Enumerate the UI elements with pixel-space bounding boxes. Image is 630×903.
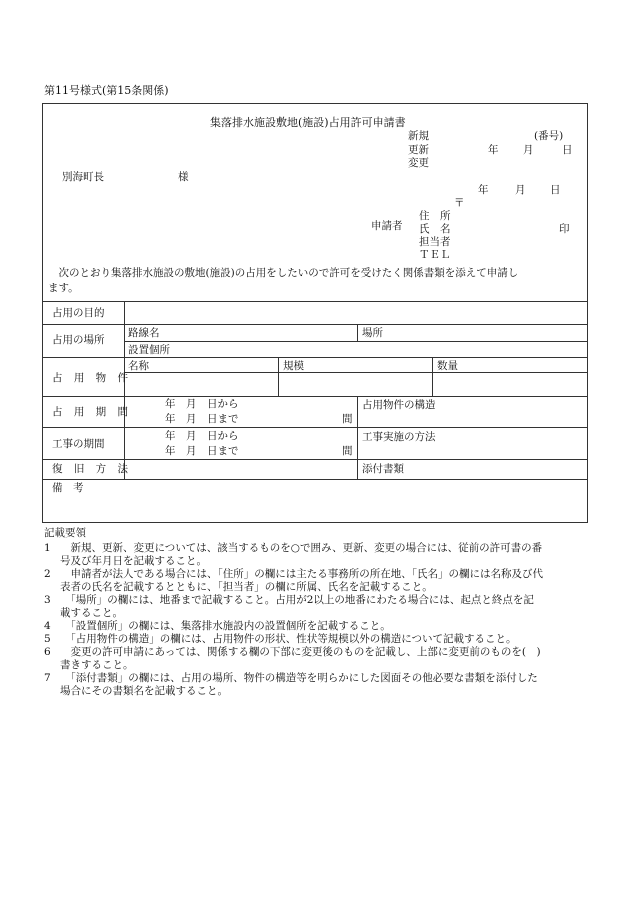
addressee-honorific: 様 xyxy=(178,171,189,183)
top-date-month: 月 xyxy=(523,144,534,156)
note-text: 変更の許可申請にあっては、関係する欄の下部に変更後のものを記載し、上部に変更前のものを( ) xyxy=(60,646,541,658)
note-text: 載すること。 xyxy=(60,607,123,619)
status-change[interactable]: 変更 xyxy=(408,157,429,169)
applicant-date-day: 日 xyxy=(550,184,561,196)
object-quantity-label: 数量 xyxy=(437,360,458,372)
note-text: 新規、更新、変更については、該当するものを○で囲み、更新、変更の場合には、従前の許可書の番 xyxy=(60,542,543,554)
status-new[interactable]: 新規 xyxy=(408,130,429,142)
purpose-label: 占用の目的 xyxy=(52,307,105,319)
work-duration: 間 xyxy=(342,445,353,457)
intro-text-line1: 次のとおり集落排水施設の敷地(施設)の占用をしたいので許可を受けたく関係書類を添えて申請し xyxy=(48,267,519,279)
note-text: 表者の氏名を記載するとともに、「担当者」の欄に所属、氏名を記載すること。 xyxy=(60,581,433,593)
top-date-year: 年 xyxy=(488,144,499,156)
work-from: 年 月 日から xyxy=(165,430,239,442)
column-divider xyxy=(278,357,279,396)
note-number: 1 xyxy=(44,542,51,554)
postal-mark: 〒 xyxy=(454,197,465,209)
object-name-label: 名称 xyxy=(128,360,149,372)
intro-text-line2: ます。 xyxy=(48,282,79,294)
status-renew[interactable]: 更新 xyxy=(408,144,429,156)
note-text: 申請者が法人である場合には、「住所」の欄には主たる事務所の所在地、「氏名」の欄には名称及び代 xyxy=(60,568,543,580)
applicant-date-year: 年 xyxy=(478,184,489,196)
period-label: 占 用 期 間 xyxy=(52,406,133,418)
applicant-seal: 印 xyxy=(559,223,570,235)
status-number: (番号) xyxy=(534,130,564,142)
period-from: 年 月 日から xyxy=(165,398,239,410)
label-column-divider xyxy=(124,301,125,479)
applicant-date-month: 月 xyxy=(515,184,526,196)
object-structure-label: 占用物件の構造 xyxy=(362,399,436,411)
top-date-day: 日 xyxy=(562,144,573,156)
form-number: 第11号様式(第15条関係) xyxy=(44,84,169,97)
note-number: 5 xyxy=(44,633,51,645)
note-number: 7 xyxy=(44,672,51,684)
remarks-field[interactable] xyxy=(44,481,586,521)
applicant-address-label: 住 所 xyxy=(419,210,451,222)
install-site-label: 設置個所 xyxy=(128,344,170,356)
applicant-name-label: 氏 名 xyxy=(419,223,451,235)
remarks-label: 備 考 xyxy=(52,482,84,494)
restore-method-label: 復 旧 方 法 xyxy=(52,463,133,475)
note-text: 場合にその書類名を記載すること。 xyxy=(60,685,228,697)
addressee-name: 別海町長 xyxy=(62,171,104,183)
column-divider xyxy=(357,324,358,341)
note-text: 「添付書類」の欄には、占用の場所、物件の構造等を明らかにした図面その他必要な書類を添付した xyxy=(60,672,538,684)
work-period-label: 工事の期間 xyxy=(52,438,105,450)
location-label: 場所 xyxy=(362,327,383,339)
note-number: 4 xyxy=(44,620,51,632)
note-number: 6 xyxy=(44,646,51,658)
column-divider xyxy=(357,396,358,479)
applicant-label: 申請者 xyxy=(371,220,403,232)
column-divider xyxy=(432,357,433,396)
notes-heading: 記載要領 xyxy=(44,527,86,539)
place-label: 占用の場所 xyxy=(52,334,105,346)
row-divider xyxy=(124,372,588,373)
note-text: 号及び年月日を記載すること。 xyxy=(60,555,207,567)
note-number: 3 xyxy=(44,594,51,606)
period-duration: 間 xyxy=(342,413,353,425)
row-divider xyxy=(124,341,588,342)
row-divider xyxy=(42,479,588,480)
work-to: 年 月 日まで xyxy=(165,445,239,457)
note-number: 2 xyxy=(44,568,51,580)
applicant-contact-label: 担当者 xyxy=(419,236,451,248)
note-text: 「設置個所」の欄には、集落排水施設内の設置個所を記載すること。 xyxy=(60,620,391,632)
purpose-field[interactable] xyxy=(127,303,585,322)
route-name-label: 路線名 xyxy=(128,327,160,339)
period-to: 年 月 日まで xyxy=(165,413,239,425)
note-text: 書きすること。 xyxy=(60,659,134,671)
applicant-tel-label: ＴＥＬ xyxy=(419,249,451,261)
form-title: 集落排水施設敷地(施設)占用許可申請書 xyxy=(210,116,406,129)
work-method-label: 工事実施の方法 xyxy=(362,431,436,443)
object-scale-label: 規模 xyxy=(283,360,304,372)
object-label: 占 用 物 件 xyxy=(52,372,133,384)
note-text: 「占用物件の構造」の欄には、占用物件の形状、性状等規模以外の構造について記載すること。 xyxy=(60,633,517,645)
attachments-label: 添付書類 xyxy=(362,463,404,475)
note-text: 「場所」の欄には、地番まで記載すること。占用が2以上の地番にわたる場合には、起点と終点を記 xyxy=(60,594,534,606)
